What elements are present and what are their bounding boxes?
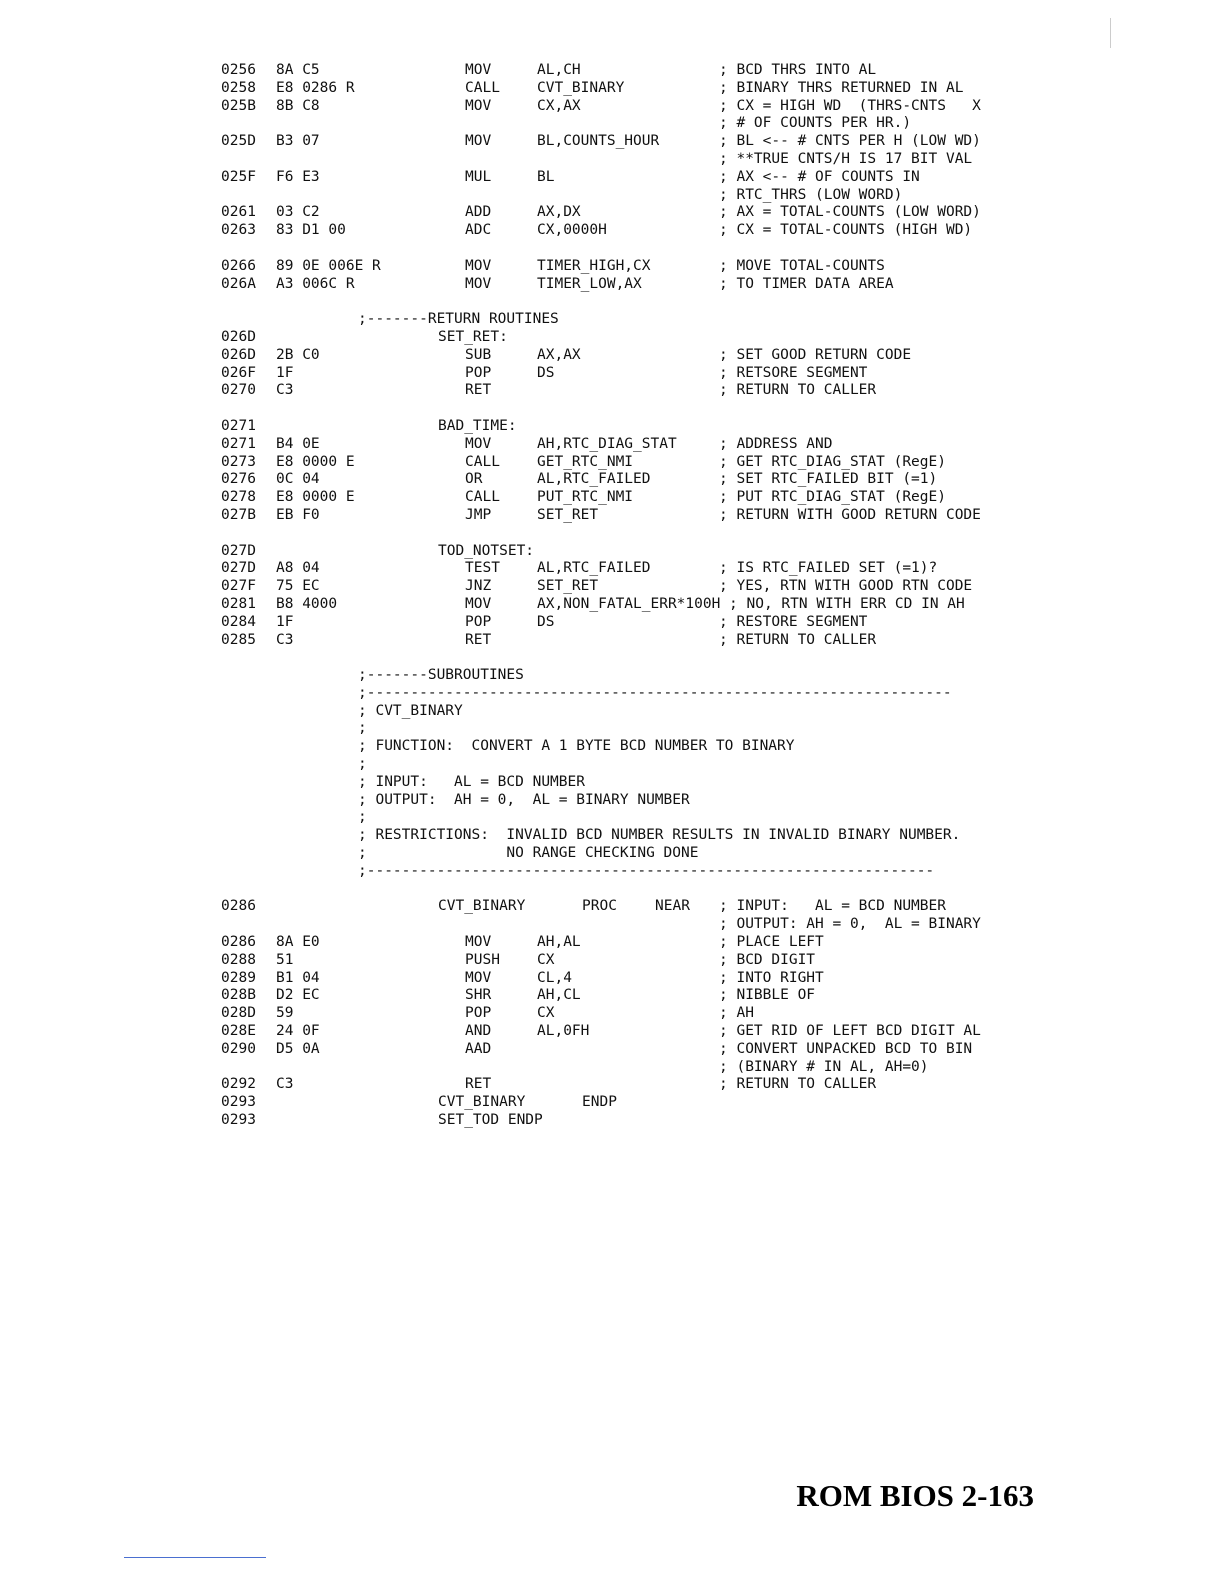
- line-operands: AL,RTC_FAILED: [537, 560, 651, 577]
- line-machine-code: C3: [276, 1076, 294, 1093]
- comment-block-line: [0, 756, 1224, 774]
- line-address: 0256: [221, 62, 256, 78]
- listing-line: [0, 952, 1224, 970]
- listing-line: [0, 578, 1224, 596]
- line-label: BAD_TIME:: [438, 417, 517, 434]
- line-address: 027D: [221, 560, 256, 577]
- line-machine-code: E8 0286 R: [276, 79, 355, 96]
- listing-line: [0, 1094, 1224, 1112]
- line-operands: PUT_RTC_NMI: [537, 489, 634, 506]
- listing-line: [0, 436, 1224, 454]
- line-comment: ; PUT RTC_DIAG_STAT (RegE): [719, 489, 946, 506]
- line-machine-code: 75 EC: [276, 578, 320, 595]
- line-machine-code: E8 0000 E: [276, 453, 355, 470]
- line-operands: SET_RET: [537, 578, 599, 595]
- blank-line: [0, 293, 1224, 311]
- listing-line: [0, 1005, 1224, 1023]
- line-label: SET_RET:: [438, 328, 508, 345]
- line-address: 026F: [221, 364, 256, 381]
- line-comment: ; GET RID OF LEFT BCD DIGIT AL: [719, 1023, 981, 1040]
- line-address: 025F: [221, 168, 256, 185]
- line-address: 0288: [221, 951, 256, 968]
- listing-line: [0, 365, 1224, 383]
- page-footer: ROM BIOS 2-163: [796, 1478, 1034, 1513]
- line-operands: AL,0FH: [537, 1023, 590, 1040]
- line-address: 0266: [221, 257, 256, 274]
- line-address: 026A: [221, 275, 256, 292]
- line-machine-code: 8B C8: [276, 97, 320, 114]
- line-machine-code: 8A C5: [276, 62, 320, 78]
- line-opcode: MUL: [465, 168, 492, 185]
- line-label: TOD_NOTSET:: [438, 542, 535, 559]
- comment-block-line: [0, 738, 1224, 756]
- line-comment: ; GET RTC_DIAG_STAT (RegE): [719, 453, 946, 470]
- comment-block-text: ;: [358, 809, 367, 826]
- line-machine-code: B4 0E: [276, 435, 320, 452]
- section-header-line: [0, 667, 1224, 685]
- listing-line: [0, 898, 1224, 916]
- line-address: 027F: [221, 578, 256, 595]
- listing-line: [0, 970, 1224, 988]
- line-operands: BL,COUNTS_HOUR: [537, 133, 660, 150]
- listing-line: [0, 276, 1224, 294]
- blank-line: [0, 881, 1224, 899]
- section-header-line: [0, 311, 1224, 329]
- line-operands: CX: [537, 1005, 555, 1022]
- line-address: 027D: [221, 542, 256, 559]
- line-operands: AX,NON_FATAL_ERR*100H ; NO, RTN WITH ERR CD IN AH: [537, 595, 965, 612]
- line-address: 0290: [221, 1040, 256, 1057]
- line-operands: TIMER_LOW,AX: [537, 275, 642, 292]
- comment-block-text: ; FUNCTION: CONVERT A 1 BYTE BCD NUMBER TO BINARY: [358, 738, 795, 755]
- line-opcode: OR: [465, 471, 483, 488]
- listing-line: [0, 169, 1224, 187]
- listing-line: [0, 329, 1224, 347]
- line-operands: CL,4: [537, 969, 572, 986]
- line-address: 0284: [221, 613, 256, 630]
- listing-line: [0, 418, 1224, 436]
- line-address: 028D: [221, 1005, 256, 1022]
- line-comment: ; BCD DIGIT: [719, 951, 816, 968]
- line-opcode: MOV: [465, 257, 492, 274]
- line-opcode: SUB: [465, 346, 492, 363]
- comment-block-text: ; NO RANGE CHECKING DONE: [358, 845, 699, 862]
- line-opcode: MOV: [465, 62, 492, 78]
- line-machine-code: 83 D1 00: [276, 222, 346, 239]
- line-opcode: POP: [465, 613, 492, 630]
- listing-line: [0, 596, 1224, 614]
- line-operands: AH,CL: [537, 987, 581, 1004]
- line-comment: ; BCD THRS INTO AL: [719, 62, 877, 78]
- line-machine-code: D5 0A: [276, 1040, 320, 1057]
- line-opcode: MOV: [465, 934, 492, 951]
- line-opcode: CALL: [465, 453, 500, 470]
- line-opcode: CALL: [465, 79, 500, 96]
- line-comment: ; RETURN TO CALLER: [719, 631, 877, 648]
- line-opcode: TEST: [465, 560, 500, 577]
- comment-block-text: ;-----------------------------------------------------------------: [358, 862, 935, 879]
- line-comment: ; AX <-- # OF COUNTS IN: [719, 168, 920, 185]
- line-machine-code: 03 C2: [276, 204, 320, 221]
- line-comment: ; PLACE LEFT: [719, 934, 824, 951]
- comment-block-text: ; INPUT: AL = BCD NUMBER: [358, 773, 585, 790]
- line-address: 0276: [221, 471, 256, 488]
- comment-block-line: [0, 792, 1224, 810]
- blank-line: [0, 400, 1224, 418]
- line-address: 027B: [221, 506, 256, 523]
- listing-line: [0, 560, 1224, 578]
- scan-edge-mark: [1110, 18, 1111, 48]
- line-comment: ; CX = TOTAL-COUNTS (HIGH WD): [719, 222, 973, 239]
- line-comment: ; SET GOOD RETURN CODE: [719, 346, 912, 363]
- line-operands: CX,AX: [537, 97, 581, 114]
- line-label: CVT_BINARY: [438, 898, 526, 915]
- line-operands: GET_RTC_NMI: [537, 453, 634, 470]
- line-address: 025D: [221, 133, 256, 150]
- line-machine-code: F6 E3: [276, 168, 320, 185]
- line-directive: PROC: [582, 898, 617, 915]
- line-comment: ; # OF COUNTS PER HR.): [719, 115, 912, 132]
- line-opcode: PUSH: [465, 951, 500, 968]
- listing-line: [0, 204, 1224, 222]
- listing-line: [0, 347, 1224, 365]
- listing-line: [0, 80, 1224, 98]
- listing-line: [0, 543, 1224, 561]
- line-machine-code: 8A E0: [276, 934, 320, 951]
- line-comment: ; RETSORE SEGMENT: [719, 364, 868, 381]
- comment-block-line: [0, 685, 1224, 703]
- line-machine-code: 1F: [276, 364, 294, 381]
- comment-block-line: [0, 703, 1224, 721]
- comment-block-line: [0, 827, 1224, 845]
- listing-line: [0, 115, 1224, 133]
- listing-line: [0, 382, 1224, 400]
- line-operands: TIMER_HIGH,CX: [537, 257, 651, 274]
- line-machine-code: 2B C0: [276, 346, 320, 363]
- line-address: 0293: [221, 1112, 256, 1129]
- section-header-text: ;-------RETURN ROUTINES: [358, 311, 559, 328]
- comment-block-line: [0, 845, 1224, 863]
- line-comment: ; (BINARY # IN AL, AH=0): [719, 1058, 929, 1075]
- line-address: 0289: [221, 969, 256, 986]
- line-address: 025B: [221, 97, 256, 114]
- line-address: 0286: [221, 934, 256, 951]
- listing-line: [0, 1112, 1224, 1130]
- line-opcode: ADC: [465, 222, 492, 239]
- line-comment: ; INPUT: AL = BCD NUMBER: [719, 898, 946, 915]
- section-header-text: ;-------SUBROUTINES: [358, 667, 524, 684]
- line-comment: ; CONVERT UNPACKED BCD TO BIN: [719, 1040, 973, 1057]
- line-operands: BL: [537, 168, 555, 185]
- line-comment: ; AH: [719, 1005, 754, 1022]
- line-address: 026D: [221, 346, 256, 363]
- comment-block-line: [0, 809, 1224, 827]
- listing-line: [0, 614, 1224, 632]
- line-machine-code: 59: [276, 1005, 294, 1022]
- listing-line: [0, 1023, 1224, 1041]
- line-opcode: POP: [465, 364, 492, 381]
- listing-line: [0, 98, 1224, 116]
- line-machine-code: 1F: [276, 613, 294, 630]
- line-comment: ; CX = HIGH WD (THRS-CNTS X: [719, 97, 981, 114]
- line-address: 0285: [221, 631, 256, 648]
- blank-line: [0, 525, 1224, 543]
- line-machine-code: 51: [276, 951, 294, 968]
- comment-block-line: [0, 720, 1224, 738]
- listing-line: [0, 454, 1224, 472]
- comment-block-line: [0, 863, 1224, 881]
- line-address: 0293: [221, 1094, 256, 1111]
- listing-line: [0, 916, 1224, 934]
- line-comment: ; AX = TOTAL-COUNTS (LOW WORD): [719, 204, 981, 221]
- assembly-listing: [0, 62, 1224, 1130]
- listing-line: [0, 471, 1224, 489]
- line-comment: ; INTO RIGHT: [719, 969, 824, 986]
- line-machine-code: B8 4000: [276, 595, 338, 612]
- line-comment: ; RETURN TO CALLER: [719, 382, 877, 399]
- line-address: 0271: [221, 435, 256, 452]
- line-operands: AH,RTC_DIAG_STAT: [537, 435, 677, 452]
- line-address: 026D: [221, 328, 256, 345]
- line-comment: ; **TRUE CNTS/H IS 17 BIT VAL: [719, 150, 973, 167]
- line-directive: ENDP: [582, 1094, 617, 1111]
- line-opcode: CALL: [465, 489, 500, 506]
- line-address: 028E: [221, 1023, 256, 1040]
- line-comment: ; TO TIMER DATA AREA: [719, 275, 894, 292]
- line-opcode: RET: [465, 631, 492, 648]
- line-comment: ; OUTPUT: AH = 0, AL = BINARY: [719, 916, 981, 933]
- line-machine-code: EB F0: [276, 506, 320, 523]
- line-machine-code: C3: [276, 382, 294, 399]
- line-operands: AL,RTC_FAILED: [537, 471, 651, 488]
- line-opcode: RET: [465, 1076, 492, 1093]
- line-operands: AL,CH: [537, 62, 581, 78]
- comment-block-text: ;: [358, 756, 367, 773]
- line-opcode: RET: [465, 382, 492, 399]
- comment-block-text: ;-------------------------------------------------------------------: [358, 684, 952, 701]
- line-comment: ; SET RTC_FAILED BIT (=1): [719, 471, 938, 488]
- line-machine-code: B1 04: [276, 969, 320, 986]
- line-opcode: MOV: [465, 969, 492, 986]
- line-machine-code: A8 04: [276, 560, 320, 577]
- line-machine-code: D2 EC: [276, 987, 320, 1004]
- line-comment: ; RETURN TO CALLER: [719, 1076, 877, 1093]
- line-opcode: JNZ: [465, 578, 492, 595]
- listing-line: [0, 187, 1224, 205]
- comment-block-text: ; RESTRICTIONS: INVALID BCD NUMBER RESULTS IN INVALID BINARY NUMBER.: [358, 827, 961, 844]
- line-address: 0263: [221, 222, 256, 239]
- line-operands: SET_RET: [537, 506, 599, 523]
- line-operands: CVT_BINARY: [537, 79, 625, 96]
- comment-block-text: ; CVT_BINARY: [358, 702, 463, 719]
- line-label: CVT_BINARY: [438, 1094, 526, 1111]
- footer-link-rule: [124, 1557, 266, 1558]
- comment-block-text: ;: [358, 720, 367, 737]
- line-address: 028B: [221, 987, 256, 1004]
- line-address: 0286: [221, 898, 256, 915]
- line-operands: AX,DX: [537, 204, 581, 221]
- line-machine-code: C3: [276, 631, 294, 648]
- listing-line: [0, 1076, 1224, 1094]
- line-opcode: JMP: [465, 506, 492, 523]
- line-opcode: MOV: [465, 595, 492, 612]
- line-machine-code: E8 0000 E: [276, 489, 355, 506]
- line-comment: ; IS RTC_FAILED SET (=1)?: [719, 560, 938, 577]
- line-opcode: MOV: [465, 275, 492, 292]
- listing-line: [0, 489, 1224, 507]
- line-address: 0273: [221, 453, 256, 470]
- line-address: 0281: [221, 595, 256, 612]
- line-operands: CX,0000H: [537, 222, 607, 239]
- line-address: 0278: [221, 489, 256, 506]
- listing-line: [0, 151, 1224, 169]
- line-operands: AX,AX: [537, 346, 581, 363]
- line-opcode: ADD: [465, 204, 492, 221]
- listing-line: [0, 258, 1224, 276]
- line-opcode: AAD: [465, 1040, 492, 1057]
- line-comment: ; BL <-- # CNTS PER H (LOW WD): [719, 133, 981, 150]
- line-opcode: POP: [465, 1005, 492, 1022]
- line-machine-code: B3 07: [276, 133, 320, 150]
- listing-line: [0, 1041, 1224, 1059]
- listing-line: [0, 987, 1224, 1005]
- line-address: 0270: [221, 382, 256, 399]
- line-label: SET_TOD ENDP: [438, 1112, 543, 1129]
- comment-block-text: ; OUTPUT: AH = 0, AL = BINARY NUMBER: [358, 791, 690, 808]
- listing-line: [0, 1059, 1224, 1077]
- line-opcode: SHR: [465, 987, 492, 1004]
- listing-line: [0, 934, 1224, 952]
- line-comment: ; ADDRESS AND: [719, 435, 833, 452]
- line-operands: DS: [537, 613, 555, 630]
- line-comment: ; RETURN WITH GOOD RETURN CODE: [719, 506, 981, 523]
- line-comment: ; RESTORE SEGMENT: [719, 613, 868, 630]
- line-operands: AH,AL: [537, 934, 581, 951]
- listing-line: [0, 222, 1224, 240]
- line-address: 0292: [221, 1076, 256, 1093]
- line-opcode: MOV: [465, 133, 492, 150]
- line-machine-code: 89 0E 006E R: [276, 257, 381, 274]
- line-opcode: AND: [465, 1023, 492, 1040]
- listing-line: [0, 632, 1224, 650]
- line-comment: ; BINARY THRS RETURNED IN AL: [719, 79, 964, 96]
- line-comment: ; MOVE TOTAL-COUNTS: [719, 257, 885, 274]
- line-machine-code: 0C 04: [276, 471, 320, 488]
- blank-line: [0, 240, 1224, 258]
- line-directive-arg: NEAR: [655, 898, 690, 915]
- line-comment: ; NIBBLE OF: [719, 987, 816, 1004]
- line-comment: ; RTC_THRS (LOW WORD): [719, 186, 903, 203]
- listing-line: [0, 507, 1224, 525]
- line-opcode: MOV: [465, 97, 492, 114]
- blank-line: [0, 649, 1224, 667]
- line-operands: DS: [537, 364, 555, 381]
- line-operands: CX: [537, 951, 555, 968]
- line-machine-code: A3 006C R: [276, 275, 355, 292]
- comment-block-line: [0, 774, 1224, 792]
- listing-line: [0, 133, 1224, 151]
- line-machine-code: 24 0F: [276, 1023, 320, 1040]
- listing-line: [0, 62, 1224, 80]
- line-address: 0258: [221, 79, 256, 96]
- line-comment: ; YES, RTN WITH GOOD RTN CODE: [719, 578, 973, 595]
- line-opcode: MOV: [465, 435, 492, 452]
- line-address: 0261: [221, 204, 256, 221]
- line-address: 0271: [221, 417, 256, 434]
